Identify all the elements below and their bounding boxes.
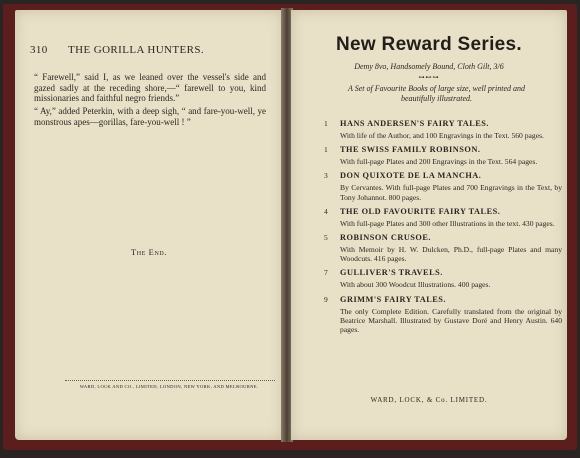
entry-description: With life of the Author, and 100 Engravings in the Text. 560 pages. — [340, 131, 544, 140]
series-intro: A Set of Favourite Books of large size, well printed and beautifully illustrated. — [347, 84, 526, 103]
book-list — [324, 118, 562, 338]
entry-description: With Memoir by H. W. Dulcken, Ph.D., full-page Plates and many Woodcuts. 416 pages. — [340, 245, 562, 264]
list-item — [324, 232, 562, 263]
paragraph: “ Ay,” added Peterkin, with a deep sigh, “ and fare-you-well, ye monstrous apes—gorillas, fare-you-well ! ” — [34, 106, 266, 127]
printer-imprint: WARD, LOCK AND CO., LIMITED, LONDON, NEW YORK, AND MELBOURNE. — [79, 384, 259, 389]
entry-description: With full-page Plates and 200 Engravings in the Text. 564 pages. — [340, 157, 538, 167]
paragraph: “ Farewell,” said I, as we leaned over the vessel's side and gazed sadly at the receding shore,—“ farewell to you, kind missionaries and faithful negro friends.” — [34, 72, 266, 103]
entry-heading — [324, 294, 562, 305]
entry-description: The only Complete Edition. Carefully translated from the original by Beatrice Marshall. Illustrated by Gustave Doré and Henry Austin. 640 pages. — [340, 306, 562, 335]
entry-number: 9 — [324, 294, 329, 304]
entry-description: With full-page Plates and 300 other Illustrations in the text. 430 pages. — [340, 218, 555, 228]
list-item — [324, 144, 562, 166]
running-title: THE GORILLA HUNTERS. — [68, 44, 205, 56]
list-item — [324, 294, 562, 335]
the-end-label: The End. — [130, 247, 168, 257]
page-number: 310 — [30, 44, 48, 56]
ornament-divider: ⊶⊷⊶ — [418, 75, 440, 81]
entry-description: By Cervantes. With full-page Plates and 700 Engravings in the Text, by Tony Johannot. 800 pages. — [340, 183, 562, 202]
list-item — [324, 206, 562, 228]
entry-number: 1 — [324, 119, 329, 128]
entry-heading — [324, 144, 562, 155]
entry-title: THE OLD FAVOURITE FAIRY TALES. — [340, 206, 501, 216]
entry-title: HANS ANDERSEN'S FAIRY TALES. — [340, 119, 489, 128]
entry-number: 5 — [324, 233, 329, 243]
entry-title: THE SWISS FAMILY ROBINSON. — [340, 145, 481, 155]
entry-number: 4 — [324, 206, 329, 216]
entry-heading — [324, 232, 562, 243]
entry-title: GRIMM'S FAIRY TALES. — [340, 294, 446, 304]
entry-description: With about 300 Woodcut Illustrations. 400 pages. — [340, 280, 491, 290]
publisher-imprint: WARD, LOCK, & Co. LIMITED. — [370, 396, 488, 404]
entry-heading — [324, 170, 562, 181]
entry-title: ROBINSON CRUSOE. — [340, 233, 431, 243]
entry-heading — [324, 118, 562, 129]
entry-number: 7 — [324, 268, 329, 278]
entry-number: 3 — [324, 171, 329, 181]
list-item — [324, 118, 562, 140]
list-item — [324, 267, 562, 289]
list-item — [324, 170, 562, 201]
imprint-divider — [65, 380, 275, 381]
entry-heading — [324, 206, 562, 217]
entry-number: 1 — [324, 145, 329, 155]
entry-title: GULLIVER'S TRAVELS. — [340, 268, 443, 278]
entry-heading — [324, 267, 562, 278]
entry-title: DON QUIXOTE DE LA MANCHA. — [340, 171, 482, 181]
series-title: New Reward Series. — [336, 34, 522, 55]
format-line: Demy 8vo, Handsomely Bound, Cloth Gilt, 3/6 — [354, 62, 504, 71]
